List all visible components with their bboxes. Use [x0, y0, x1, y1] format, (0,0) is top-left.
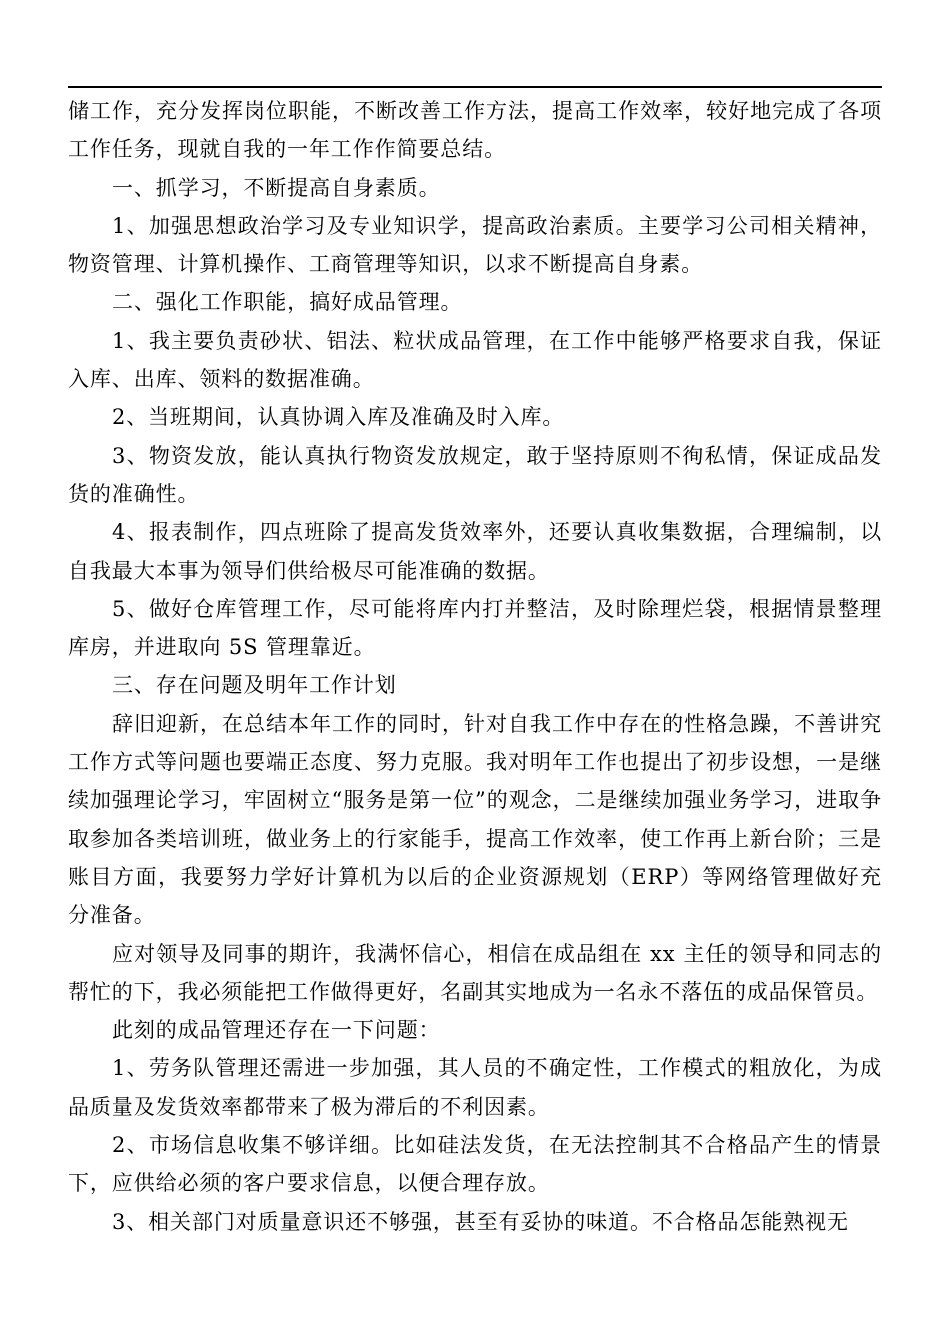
paragraph: 5、做好仓库管理工作，尽可能将库内打并整洁，及时除理烂袋，根据情景整理库房，并进取向 5S 管理靠近。 — [68, 596, 882, 660]
document-body — [68, 92, 882, 1241]
paragraph: 储工作，充分发挥岗位职能，不断改善工作方法，提高工作效率，较好地完成了各项工作任务，现就自我的一年工作作简要总结。 — [68, 99, 882, 162]
paragraph: 应对领导及同事的期许，我满怀信心，相信在成品组在 xx 主任的领导和同志的帮忙的下，我必须能把工作做得更好，名副其实地成为一名永不落伍的成品保管员。 — [68, 941, 882, 1004]
paragraph: 3、相关部门对质量意识还不够强，甚至有妥协的味道。不合格品怎能熟视无 — [112, 1209, 849, 1234]
section-heading: 三、存在问题及明年工作计划 — [112, 673, 397, 698]
paragraph: 1、劳务队管理还需进一步加强，其人员的不确定性，工作模式的粗放化，为成品质量及发货效率都带来了极为滞后的不利因素。 — [68, 1056, 882, 1119]
paragraph: 辞旧迎新，在总结本年工作的同时，针对自我工作中存在的性格急躁，不善讲究工作方式等问题也要端正态度、努力克服。我对明年工作也提出了初步设想，一是继续加强理论学习，牢固树立“服务是第一位”的观念，二是继续加强业务学习，进取争取参加各类培训班，做业务上的行家能手，提高工作效率，使工作再上新台阶；三是账目方面，我要努力学好计算机为以后的企业资源规划（ERP）等网络管理做好充分准备。 — [68, 711, 882, 928]
paragraph: 1、加强思想政治学习及专业知识学，提高政治素质。主要学习公司相关精神，物资管理、计算机操作、工商管理等知识，以求不断提高自身素。 — [68, 213, 882, 277]
paragraph: 4、报表制作，四点班除了提高发货效率外，还要认真收集数据，合理编制，以自我最大本事为领导们供给极尽可能准确的数据。 — [68, 520, 882, 583]
paragraph: 1、我主要负责砂状、铝法、粒状成品管理，在工作中能够严格要求自我，保证入库、出库、领料的数据准确。 — [68, 328, 882, 392]
section-heading: 一、抓学习，不断提高自身素质。 — [112, 175, 441, 200]
paragraph: 2、市场信息收集不够详细。比如硅法发货，在无法控制其不合格品产生的情景下，应供给必须的客户要求信息，以便合理存放。 — [68, 1133, 882, 1196]
section-heading: 二、强化工作职能，搞好成品管理。 — [112, 290, 463, 315]
paragraph: 2、当班期间，认真协调入库及准确及时入库。 — [112, 405, 565, 430]
paragraph: 此刻的成品管理还存在一下问题： — [112, 1018, 441, 1043]
paragraph: 3、物资发放，能认真执行物资发放规定，敢于坚持原则不徇私情，保证成品发货的准确性。 — [68, 443, 882, 506]
header-rule — [68, 86, 882, 88]
